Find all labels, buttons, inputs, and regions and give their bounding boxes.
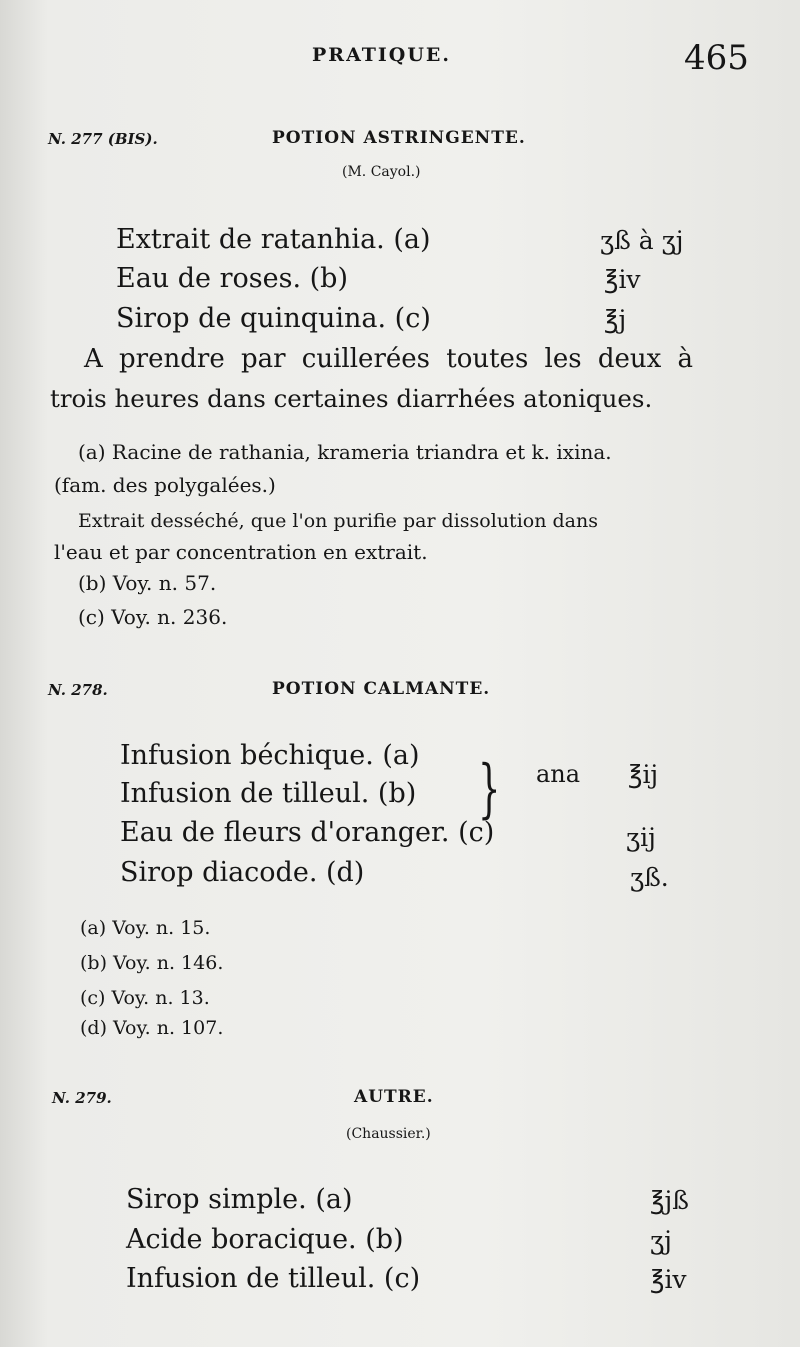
prescription-number: N. 279.: [52, 1089, 112, 1107]
ingredient-dose: ℥iv: [650, 1265, 687, 1294]
ingredient: Acide boracique. (b): [126, 1224, 404, 1255]
ingredient-dose: ℥j: [604, 305, 627, 334]
footnote: l'eau et par concentration en extrait.: [54, 540, 428, 564]
footnote: (c) Voy. n. 236.: [78, 605, 228, 629]
ingredient-dose: ʒß à ʒj: [600, 226, 684, 255]
footnote: (fam. des polygalées.): [54, 473, 276, 497]
brace-icon: }: [478, 752, 501, 826]
footnote: (c) Voy. n. 13.: [80, 987, 210, 1009]
prescription-author: (M. Cayol.): [342, 164, 421, 180]
prescription-number: N. 277 (BIS).: [48, 130, 158, 148]
prescription-title: POTION CALMANTE.: [272, 679, 491, 699]
footnote: (a) Voy. n. 15.: [80, 917, 211, 939]
ingredient: Extrait de ratanhia. (a): [116, 224, 431, 255]
ingredient: Eau de fleurs d'oranger. (c): [120, 817, 495, 848]
ingredient: Infusion de tilleul. (c): [126, 1263, 421, 1294]
ingredient-dose: ℥iv: [604, 265, 641, 294]
ingredient-dose: ℥ij: [628, 760, 659, 789]
ingredient-dose: ʒj: [650, 1226, 672, 1255]
page-number: 465: [684, 38, 749, 78]
footnote: (a) Racine de rathania, krameria triandra et k. ixina.: [78, 440, 612, 464]
prescription-number: N. 278.: [48, 681, 108, 699]
ingredient: Infusion de tilleul. (b): [120, 778, 417, 809]
footnote: (d) Voy. n. 107.: [80, 1017, 224, 1039]
ana-label: ana: [536, 760, 581, 788]
ingredient: Sirop simple. (a): [126, 1184, 353, 1215]
instructions-line: A prendre par cuillerées toutes les deux à: [84, 344, 694, 374]
footnote: (b) Voy. n. 57.: [78, 571, 217, 595]
ingredient-dose: ℥jß: [650, 1186, 689, 1215]
running-head: PRATIQUE.: [312, 44, 452, 66]
ingredient: Sirop de quinquina. (c): [116, 303, 431, 334]
prescription-author: (Chaussier.): [346, 1126, 431, 1142]
prescription-title: POTION ASTRINGENTE.: [272, 128, 526, 148]
prescription-title: AUTRE.: [354, 1087, 434, 1107]
ingredient: Eau de roses. (b): [116, 263, 348, 294]
ingredient-dose: ʒß.: [630, 863, 669, 892]
ingredient: Infusion béchique. (a): [120, 740, 420, 771]
footnote: Extrait desséché, que l'on purifie par dissolution dans: [78, 510, 598, 532]
instructions-line: trois heures dans certaines diarrhées atoniques.: [50, 384, 653, 413]
ingredient: Sirop diacode. (d): [120, 857, 365, 888]
footnote: (b) Voy. n. 146.: [80, 952, 224, 974]
ingredient-dose: ʒij: [626, 823, 656, 852]
